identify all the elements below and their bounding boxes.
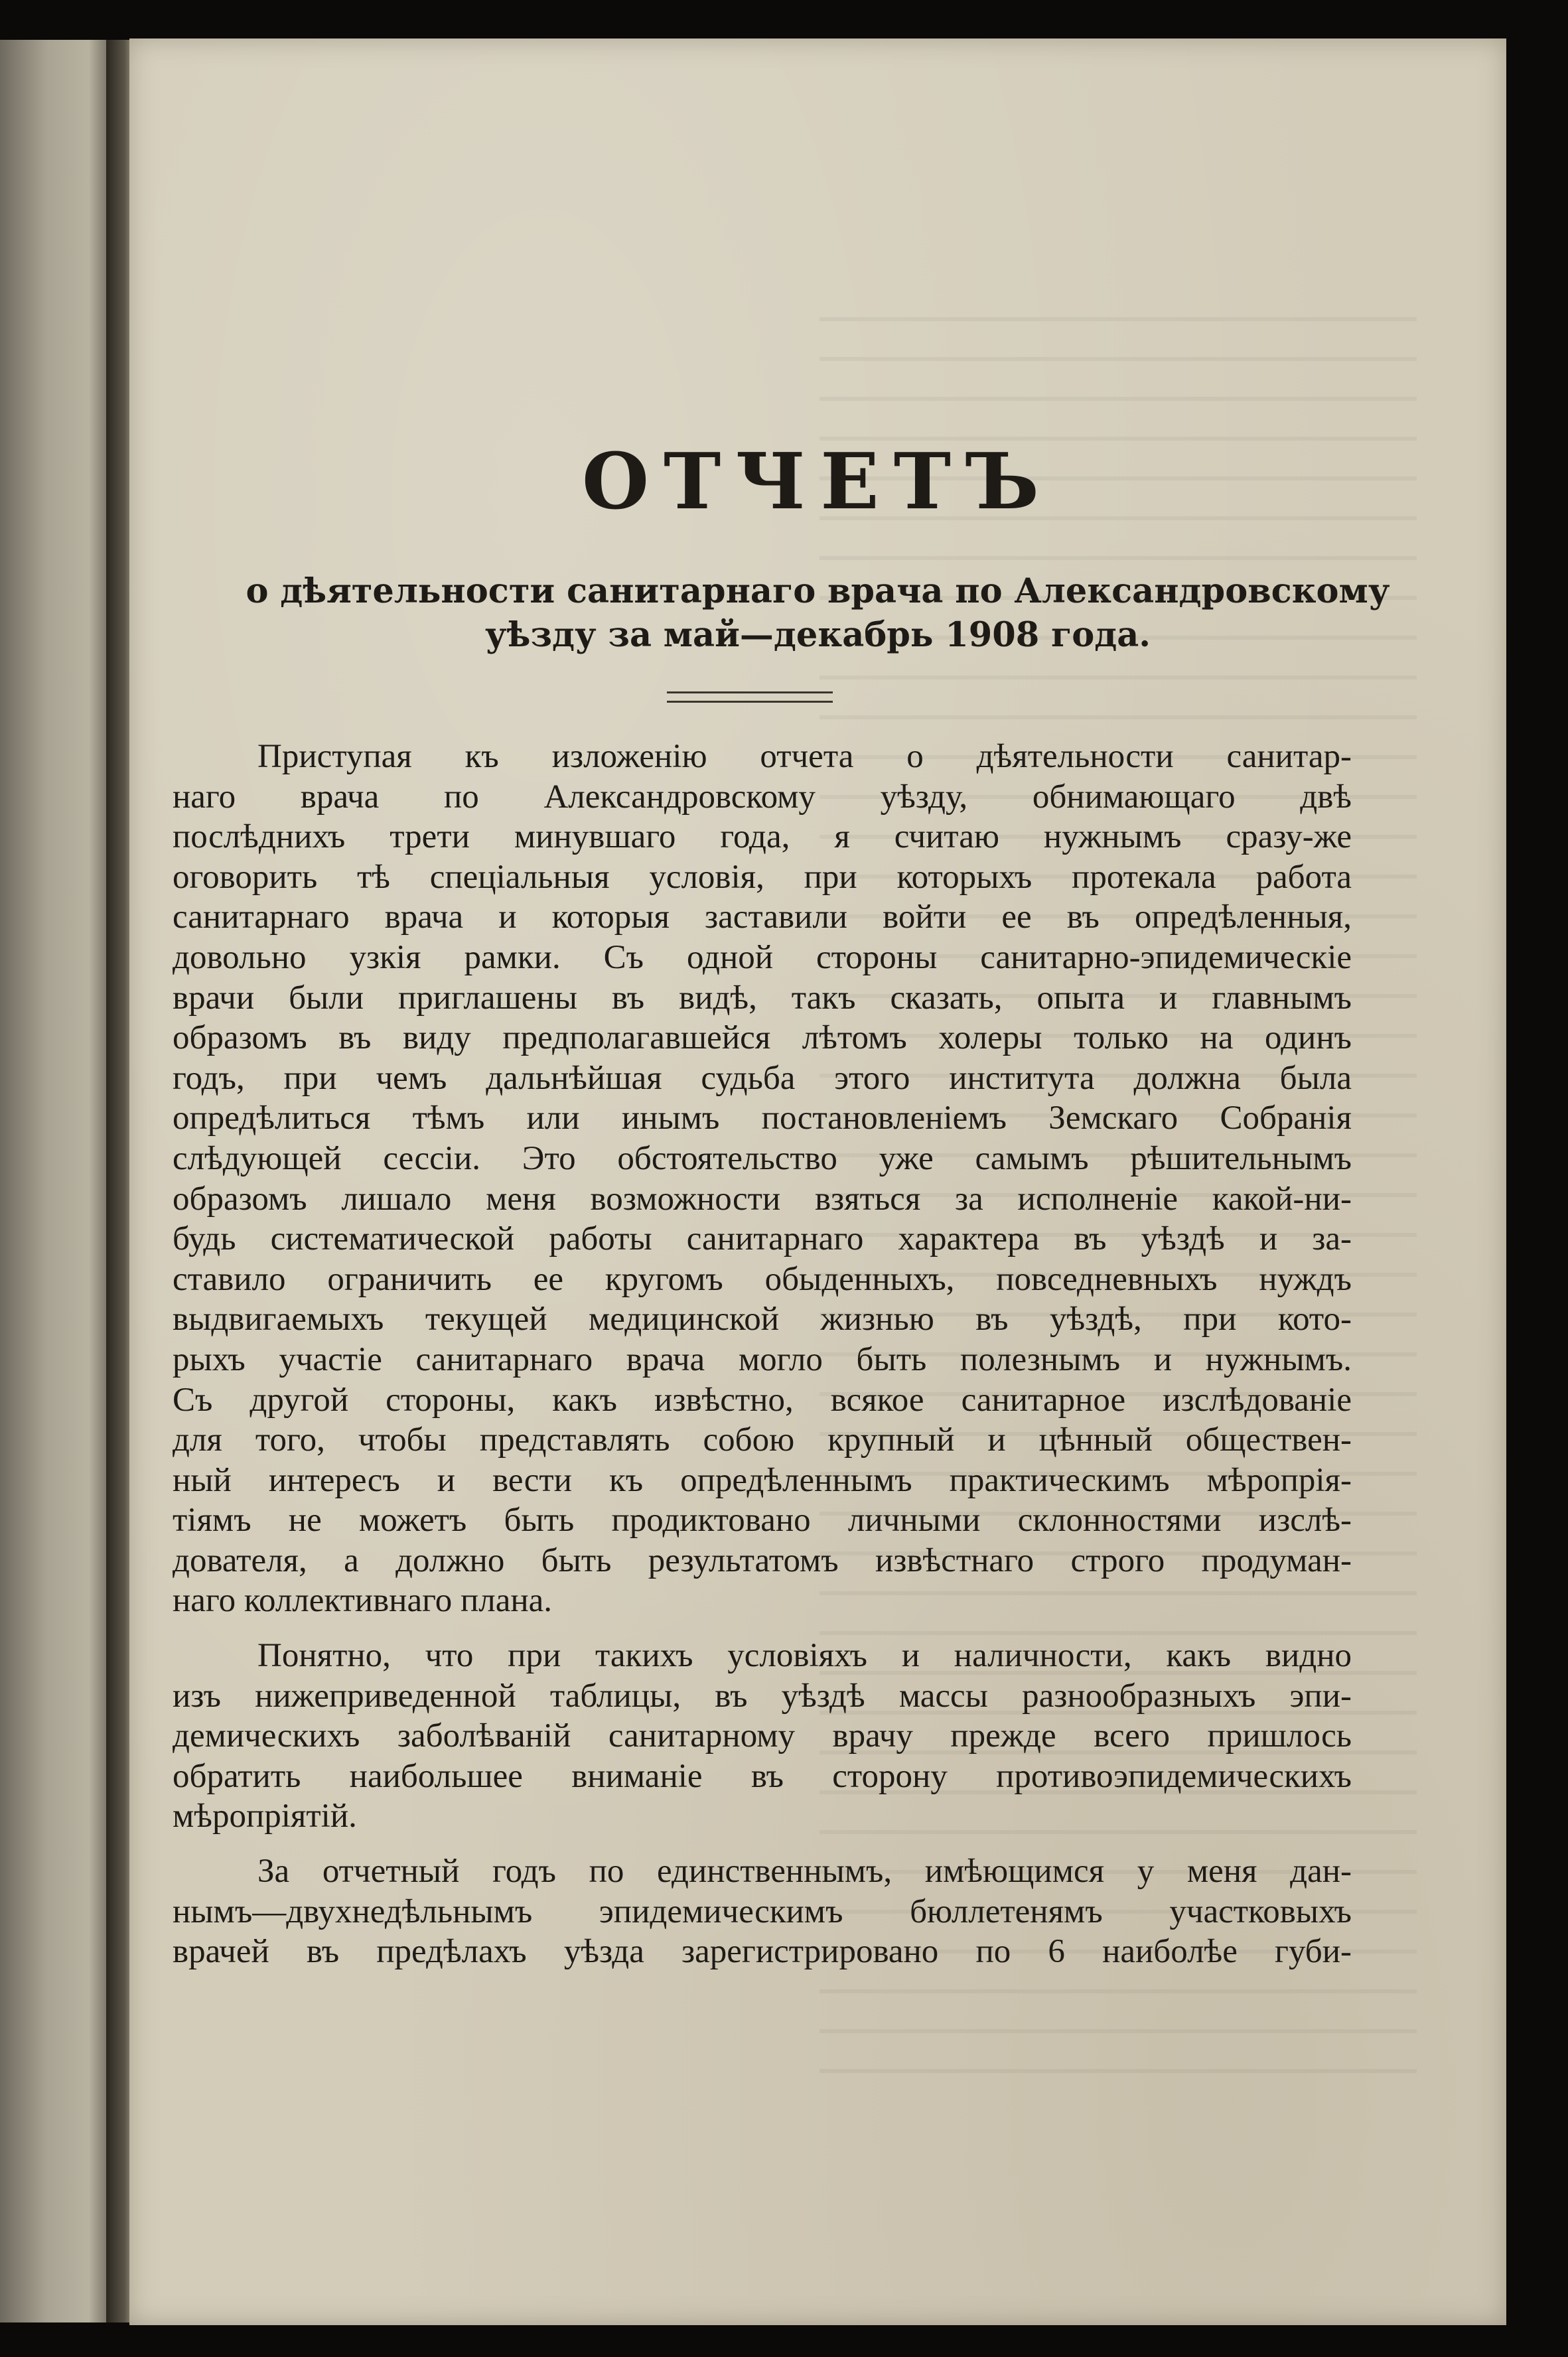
text-line: для того, чтобы представлять собою крупный и цѣнный обществен- <box>173 1421 1352 1459</box>
text-line: довольно узкія рамки. Съ одной стороны санитарно-эпидемическіе <box>173 938 1352 976</box>
text-line: наго коллективнаго плана. <box>173 1582 553 1620</box>
document-page <box>129 38 1506 2325</box>
body-text <box>173 737 1352 1972</box>
text-line: тіямъ не можетъ быть продиктовано личными склонностями изслѣ- <box>173 1502 1352 1539</box>
text-line: ставило ограничить ее кругомъ обыденныхъ, повседневныхъ нуждъ <box>173 1260 1352 1298</box>
text-line: нымъ—двухнедѣльнымъ эпидемическимъ бюллетенямъ участковыхъ <box>173 1893 1352 1930</box>
paragraph-3 <box>173 1851 1352 1972</box>
subtitle-line: о дѣятельности санитарнаго врача по Александровскому <box>246 571 1390 611</box>
text-line: опредѣлиться тѣмъ или инымъ постановленіемъ Земскаго Собранія <box>173 1100 1352 1137</box>
text-line: изъ нижеприведенной таблицы, въ уѣздѣ массы разнообразныхъ эпи- <box>173 1677 1352 1715</box>
text-line: мѣропріятій. <box>173 1798 357 1835</box>
text-line: Приступая къ изложенію отчета о дѣятельности санитар- <box>257 738 1352 775</box>
text-line: выдвигаемыхъ текущей медицинской жизнью въ уѣздѣ, при кото- <box>173 1301 1352 1338</box>
paragraph-spacer <box>173 1621 1352 1636</box>
paragraph-spacer <box>173 1837 1352 1851</box>
text-line: наго врача по Александровскому уѣзду, обнимающаго двѣ <box>173 778 1352 816</box>
paragraph-1 <box>173 737 1352 1621</box>
text-line: оговорить тѣ спеціальныя условія, при которыхъ протекала работа <box>173 858 1352 896</box>
paragraph-2 <box>173 1636 1352 1837</box>
title-divider-bottom <box>667 701 833 703</box>
text-line: санитарнаго врача и которыя заставили войти ее въ опредѣленныя, <box>173 898 1352 936</box>
text-line: ный интересъ и вести къ опредѣленнымъ практическимъ мѣропрія- <box>173 1461 1352 1499</box>
document-subtitle <box>129 569 1506 657</box>
text-line: образомъ въ виду предполагавшейся лѣтомъ холеры только на одинъ <box>173 1019 1352 1057</box>
text-line: образомъ лишало меня возможности взяться за исполненіе какой-ни- <box>173 1180 1352 1218</box>
text-line: рыхъ участіе санитарнаго врача могло быть полезнымъ и нужнымъ. <box>173 1340 1352 1378</box>
text-line: послѣднихъ трети минувшаго года, я считаю нужнымъ сразу-же <box>173 818 1352 856</box>
text-line: дователя, а должно быть результатомъ извѣстнаго строго продуман- <box>173 1541 1352 1579</box>
text-line: годъ, при чемъ дальнѣйшая судьба этого института должна была <box>173 1059 1352 1097</box>
document-title: ОТЧЕТЪ <box>582 437 1054 527</box>
previous-page-edge <box>0 40 118 2322</box>
text-line: За отчетный годъ по единственнымъ, имѣющимся у меня дан- <box>257 1853 1352 1891</box>
text-line: демическихъ заболѣваній санитарному врачу прежде всего пришлось <box>173 1717 1352 1755</box>
text-line: врачи были приглашены въ видѣ, такъ сказать, опыта и главнымъ <box>173 979 1352 1017</box>
text-line: обратить наибольшее вниманіе въ сторону противоэпидемическихъ <box>173 1757 1352 1795</box>
text-line: будь систематической работы санитарнаго характера въ уѣздѣ и за- <box>173 1220 1352 1258</box>
subtitle-line: уѣзду за май—декабрь 1908 года. <box>484 615 1151 655</box>
title-divider-top <box>667 691 833 693</box>
text-line: Съ другой стороны, какъ извѣстно, всякое санитарное изслѣдованіе <box>173 1381 1352 1419</box>
text-line: слѣдующей сессіи. Это обстоятельство уже самымъ рѣшительнымъ <box>173 1139 1352 1177</box>
text-line: Понятно, что при такихъ условіяхъ и наличности, какъ видно <box>257 1637 1352 1675</box>
text-line: врачей въ предѣлахъ уѣзда зарегистрировано по 6 наиболѣе губи- <box>173 1933 1352 1971</box>
